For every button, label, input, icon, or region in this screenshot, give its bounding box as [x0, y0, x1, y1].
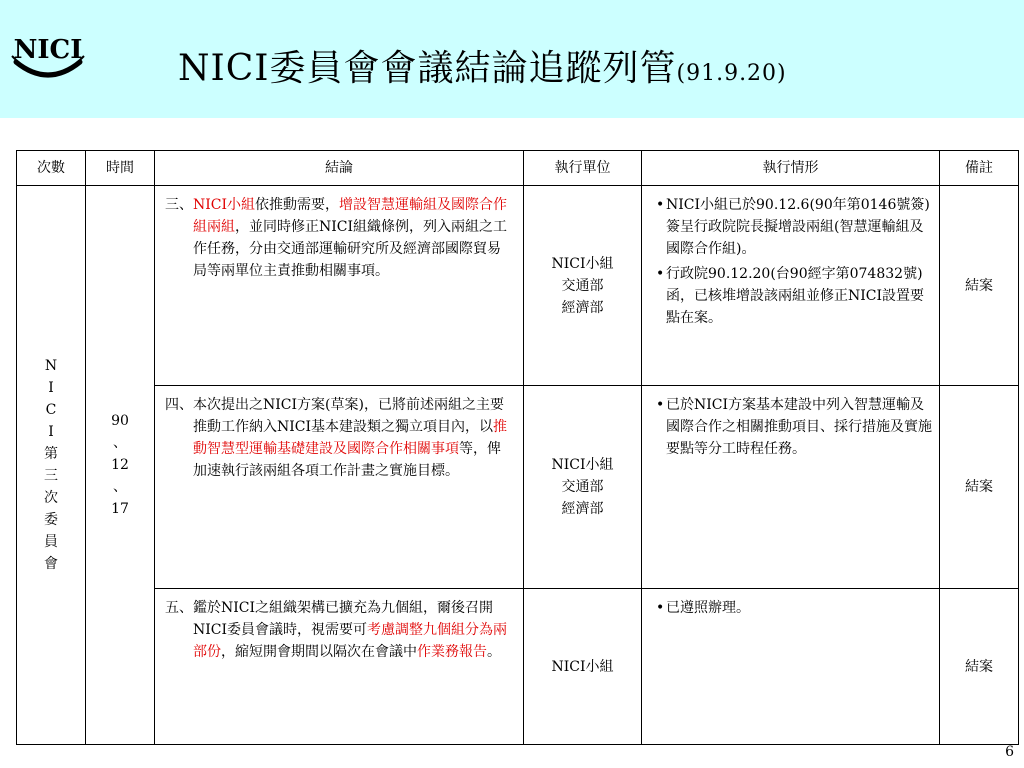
- highlighted-text: 考慮調整九個組分為兩部份: [193, 622, 508, 660]
- session-char: I: [48, 424, 54, 440]
- table-row: [17, 186, 1019, 386]
- unit-name: NICI小組: [551, 255, 614, 272]
- conclusion-cell: [155, 186, 524, 386]
- highlighted-text: 增設智慧運輸組及國際合作組兩組: [193, 197, 508, 235]
- time-cell: [86, 186, 155, 745]
- unit-cell: [524, 386, 642, 589]
- highlighted-text: NICI小組: [193, 197, 256, 213]
- status-cell: [642, 589, 940, 745]
- time-char: 、: [113, 435, 127, 451]
- conclusion-cell: [155, 386, 524, 589]
- item-number: 五、: [165, 600, 193, 616]
- nici-logo: [8, 22, 88, 82]
- unit-name: NICI小組: [551, 457, 614, 473]
- status-text: 行政院90.12.20(台90經字第074832號)函，已核堆增設該兩組並修正NICI設置要點在案。: [666, 266, 925, 326]
- session-char: C: [45, 402, 57, 418]
- unit-cell: [524, 186, 642, 386]
- time-char: 90: [111, 413, 129, 429]
- session-char: 會: [44, 556, 58, 572]
- page-number: 6: [1005, 744, 1014, 760]
- bullet-icon: •: [656, 197, 665, 213]
- status-bullet: [656, 263, 933, 329]
- slide-header: [0, 0, 1024, 118]
- conclusion-cell: [155, 589, 524, 745]
- session-char: N: [44, 358, 58, 374]
- table-header-row: [17, 151, 1019, 186]
- status-text: 已遵照辦理。: [666, 600, 750, 616]
- unit-name: 交通部: [561, 479, 604, 495]
- unit-name: 經濟部: [561, 299, 604, 316]
- session-char: 三: [44, 468, 58, 484]
- bullet-icon: •: [656, 600, 665, 616]
- session-cell: [17, 186, 86, 745]
- table-row: [17, 386, 1019, 589]
- session-char: 第: [44, 446, 58, 462]
- title-date: (91.9.20): [676, 61, 787, 86]
- conclusion-text: 等，俾加速執行該兩組各項工作計畫之實施目標。: [193, 441, 501, 479]
- logo-text: NICI: [13, 35, 83, 65]
- time-char: 17: [111, 501, 129, 517]
- column-header: 執行單位: [524, 151, 642, 186]
- status-text: NICI小組已於90.12.6(90年第0146號簽)簽呈行政院院長擬增設兩組(智慧運輸組及國際合作組)。: [666, 197, 930, 257]
- highlighted-text: 推動智慧型運輸基礎建設及國際合作相關事項: [193, 419, 508, 457]
- column-header: 時間: [86, 151, 155, 186]
- conclusion-text: ，並同時修正NICI組織條例，列入兩組之工作任務，分由交通部運輸研究所及經濟部國際貿易局等兩單位主責推動相關事項。: [193, 219, 508, 279]
- unit-name: 經濟部: [561, 501, 604, 517]
- conclusion-text: 依推動需要，: [255, 197, 340, 213]
- conclusion-text: 本次提出之NICI方案(草案)，已將前述兩組之主要推動工作納入NICI基本建設類之獨立項目內，以: [193, 397, 504, 435]
- status-bullet: [656, 194, 933, 260]
- unit-cell: [524, 589, 642, 745]
- status-bullet: [656, 394, 933, 460]
- time-char: 、: [113, 479, 127, 495]
- conclusion-text: 鑑於NICI之組織架構已擴充為九個組，爾後召開NICI委員會議時，視需要可: [193, 600, 494, 638]
- time-char: 12: [111, 457, 129, 473]
- remark-cell: 結案: [940, 186, 1019, 386]
- status-cell: [642, 186, 940, 386]
- page-title: [178, 40, 787, 91]
- status-text: 已於NICI方案基本建設中列入智慧運輸及國際合作之相關推動項目、採行措施及實施要點等分工時程任務。: [666, 397, 932, 457]
- conclusion-text: 。: [487, 644, 501, 660]
- column-header: 結論: [155, 151, 524, 186]
- item-number: 四、: [165, 397, 193, 413]
- column-header: 備註: [940, 151, 1019, 186]
- tracking-table: [16, 150, 1019, 745]
- unit-name: NICI小組: [551, 658, 614, 675]
- column-header: 次數: [17, 151, 86, 186]
- remark-cell: 結案: [940, 589, 1019, 745]
- session-char: I: [48, 380, 54, 396]
- title-text: NICI委員會會議結論追蹤列管: [178, 48, 677, 89]
- table-row: [17, 589, 1019, 745]
- conclusion-text: ，縮短開會期間以隔次在會議中: [221, 644, 417, 660]
- status-bullet: [656, 597, 933, 619]
- column-header: 執行情形: [642, 151, 940, 186]
- bullet-icon: •: [656, 397, 665, 413]
- item-number: 三、: [165, 197, 193, 213]
- bullet-icon: •: [656, 266, 665, 282]
- session-char: 委: [44, 512, 58, 528]
- status-cell: [642, 386, 940, 589]
- highlighted-text: 作業務報告: [417, 644, 487, 660]
- unit-name: 交通部: [561, 277, 604, 294]
- session-char: 次: [44, 490, 58, 506]
- remark-cell: 結案: [940, 386, 1019, 589]
- session-char: 員: [44, 534, 58, 550]
